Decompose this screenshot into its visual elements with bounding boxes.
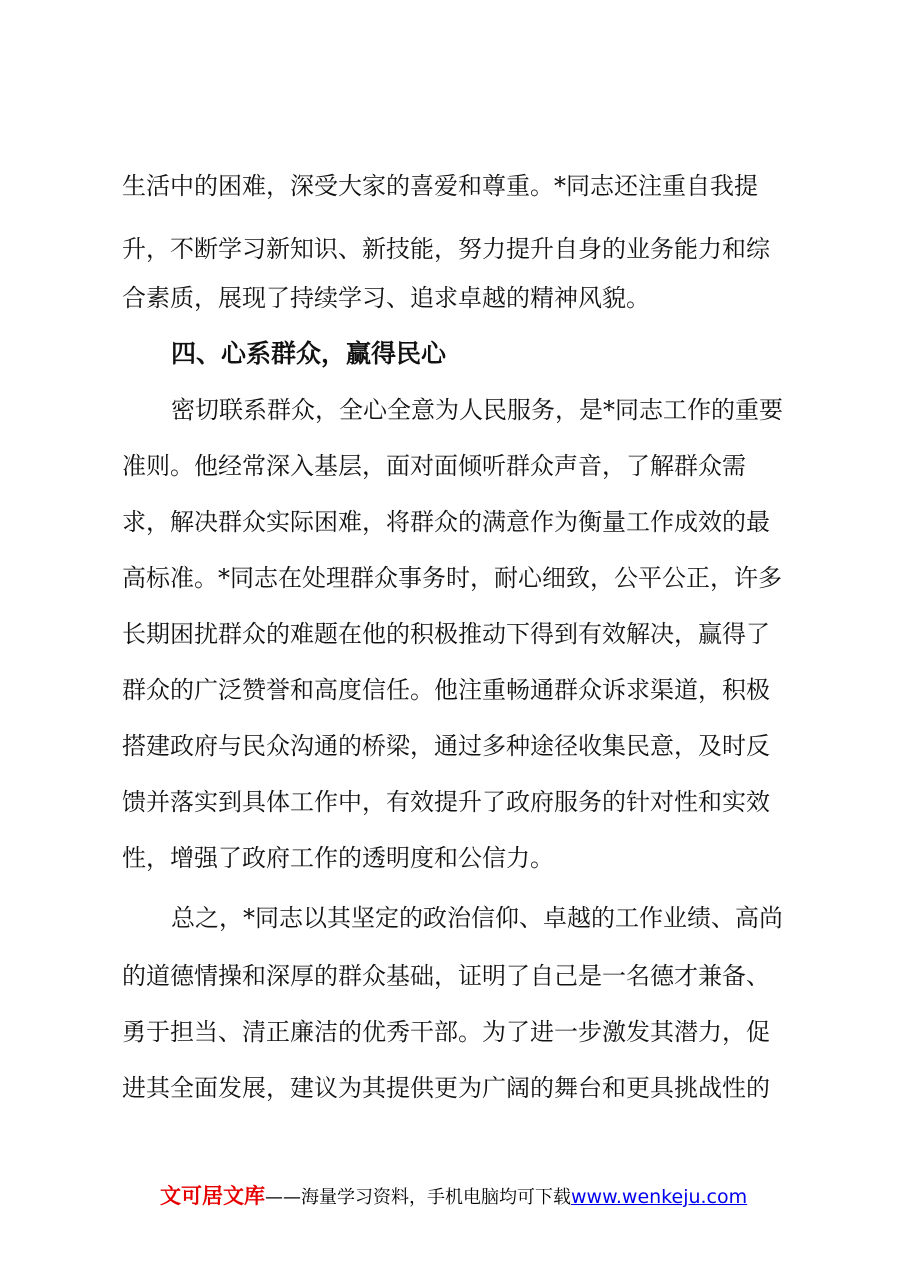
body-text-line: 高标准。*同志在处理群众事务时，耐心细致，公平公正，许多 bbox=[122, 564, 782, 592]
body-text-line: 升，不断学习新知识、新技能，努力提升自身的业务能力和综 bbox=[122, 235, 770, 263]
body-text-line: 群众的广泛赞誉和高度信任。他注重畅通群众诉求渠道，积极 bbox=[122, 676, 770, 704]
body-text-line: 密切联系群众，全心全意为人民服务，是*同志工作的重要 bbox=[171, 396, 783, 424]
body-text-line: 勇于担当、清正廉洁的优秀干部。为了进一步激发其潜力，促 bbox=[122, 1018, 770, 1046]
footer-banner bbox=[160, 1182, 747, 1212]
body-text-line: 长期困扰群众的难题在他的积极推动下得到有效解决，赢得了 bbox=[122, 620, 770, 648]
footer-url-link[interactable]: www.wenkeju.com bbox=[571, 1186, 748, 1208]
body-text-line: 馈并落实到具体工作中，有效提升了政府服务的针对性和实效 bbox=[122, 788, 770, 816]
body-text-line: 的道德情操和深厚的群众基础，证明了自己是一名德才兼备、 bbox=[122, 962, 770, 990]
body-text-line: 进其全面发展，建议为其提供更为广阔的舞台和更具挑战性的 bbox=[122, 1074, 770, 1102]
body-text-line: 总之，*同志以其坚定的政治信仰、卓越的工作业绩、高尚 bbox=[171, 904, 783, 932]
body-text-line: 性，增强了政府工作的透明度和公信力。 bbox=[122, 844, 554, 872]
footer-brand: 文可居文库 bbox=[160, 1184, 265, 1208]
footer-tagline: ——海量学习资料，手机电脑均可下载 bbox=[265, 1187, 571, 1208]
body-text-line: 搭建政府与民众沟通的桥梁，通过多种途径收集民意，及时反 bbox=[122, 732, 770, 760]
body-text-line: 求，解决群众实际困难，将群众的满意作为衡量工作成效的最 bbox=[122, 508, 770, 536]
body-text-line: 准则。他经常深入基层，面对面倾听群众声音，了解群众需 bbox=[122, 452, 746, 480]
body-text-line: 合素质，展现了持续学习、追求卓越的精神风貌。 bbox=[122, 284, 650, 312]
section-heading: 四、心系群众，赢得民心 bbox=[171, 339, 447, 368]
body-text-line: 生活中的困难，深受大家的喜爱和尊重。*同志还注重自我提 bbox=[122, 172, 758, 200]
